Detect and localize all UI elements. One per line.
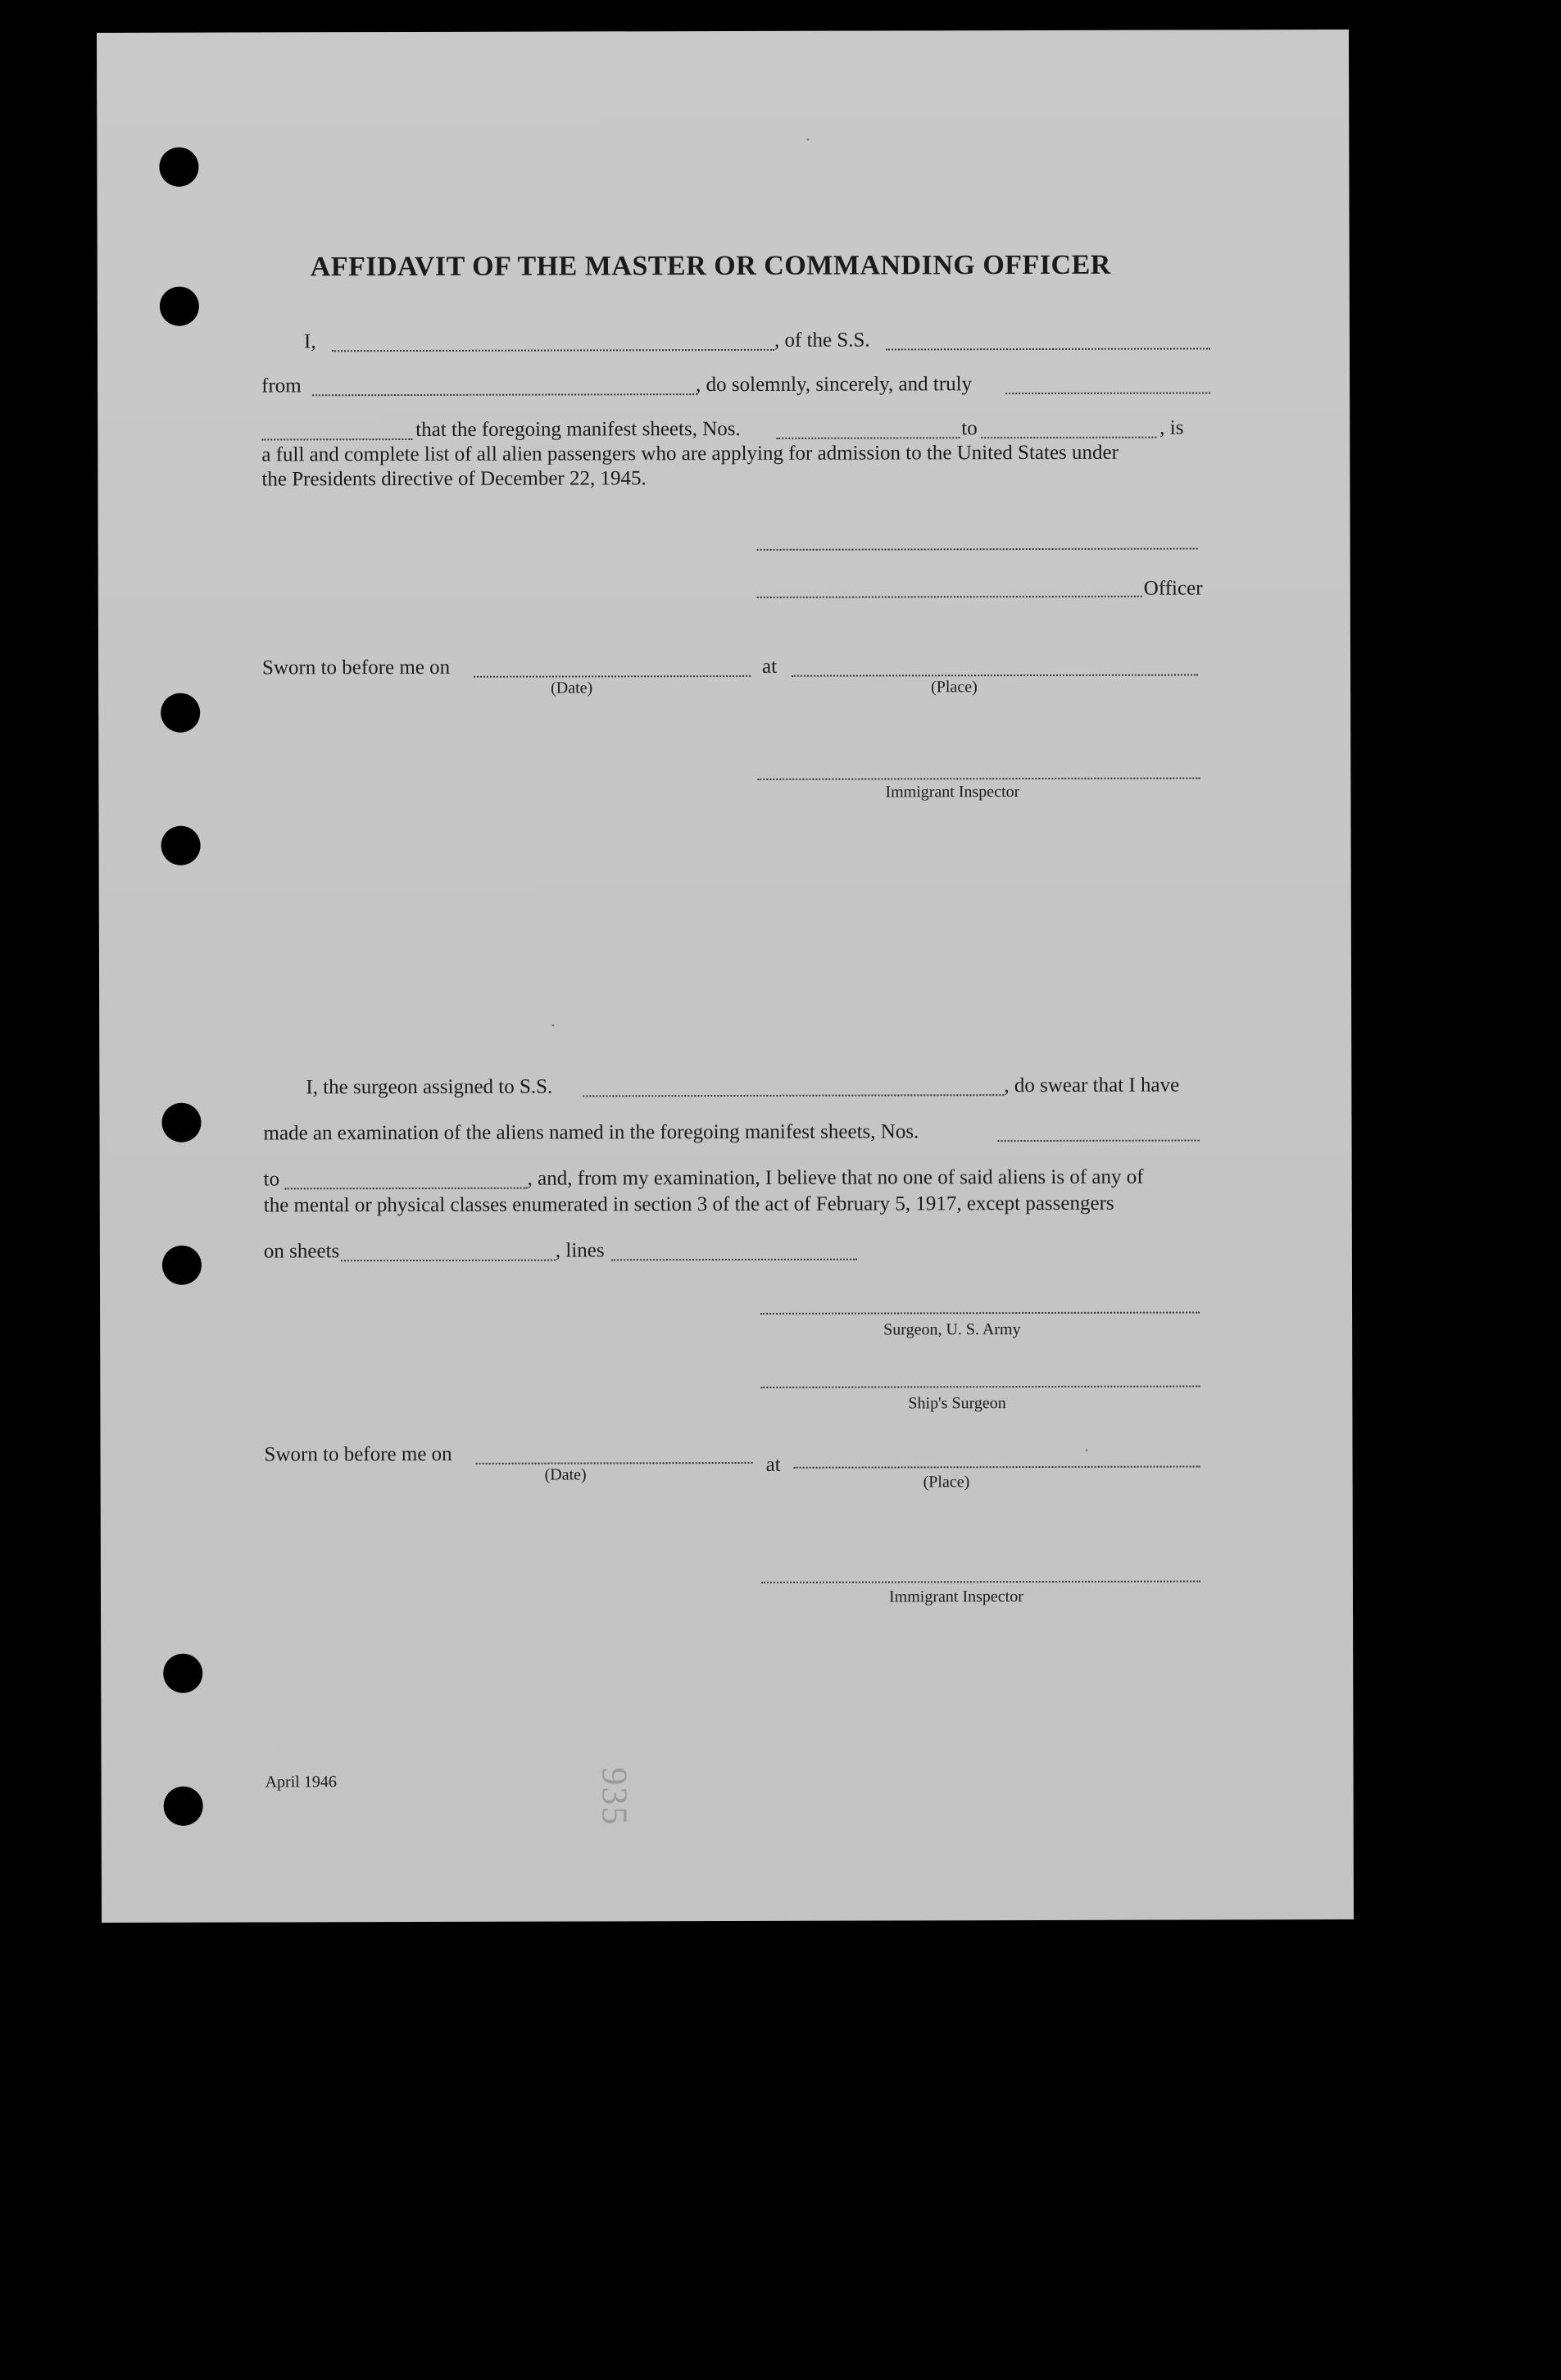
except-lines-field[interactable]: [611, 1259, 857, 1261]
is-label: , is: [1159, 416, 1184, 439]
manifest-sheets-label: that the foregoing manifest sheets, Nos.: [415, 417, 741, 441]
surgeon-ss-label: I, the surgeon assigned to S.S.: [306, 1075, 553, 1099]
sworn-label: Sworn to before me on: [261, 656, 451, 679]
speck: ·: [1083, 1439, 1090, 1460]
master-i-label: I,: [303, 330, 316, 353]
place-caption: (Place): [923, 1473, 970, 1492]
sheets-from-field[interactable]: [776, 437, 960, 439]
exam-statement: the mental or physical classes enumerated in section 3 of the act of February 5, 1917, except passengers: [263, 1192, 1114, 1217]
officer-signature-line[interactable]: [757, 596, 1142, 598]
inspector-label: Immigrant Inspector: [888, 1587, 1023, 1606]
surgeon-army-signature-line[interactable]: [760, 1311, 1200, 1314]
exam-statement: , and, from my examination, I believe that no one of said aliens is of any of: [527, 1165, 1144, 1190]
speck: ·: [805, 129, 811, 150]
ships-surgeon-signature-line[interactable]: [760, 1385, 1200, 1388]
punch-hole: [164, 1787, 203, 1826]
punch-hole: [160, 287, 199, 326]
exam-sheets-from-field[interactable]: [998, 1139, 1200, 1142]
master-statement-line: the Presidents directive of December 22, 1945.: [261, 467, 647, 491]
from-label: from: [261, 375, 302, 397]
master-of-ss-label: , of the S.S.: [774, 329, 870, 352]
on-sheets-label: on sheets: [263, 1240, 340, 1263]
master-name-field[interactable]: [332, 349, 774, 352]
punch-hole: [161, 826, 201, 865]
exam-sheets-to-field[interactable]: [285, 1188, 528, 1190]
officer-label: Officer: [1143, 577, 1203, 600]
date-caption: (Date): [551, 679, 593, 697]
from-port-field[interactable]: [312, 393, 697, 396]
examination-label: made an examination of the aliens named in the foregoing manifest sheets, Nos.: [263, 1120, 919, 1145]
ships-surgeon-label: Ship's Surgeon: [908, 1394, 1006, 1413]
swear-label: , do swear that I have: [1004, 1074, 1180, 1097]
sworn-label: Sworn to before me on: [264, 1442, 452, 1466]
surgeon-ship-field[interactable]: [583, 1094, 1004, 1097]
speck: ·: [550, 1015, 556, 1036]
punch-hole: [161, 693, 200, 733]
at-label: at: [765, 1453, 781, 1476]
sworn-date-field[interactable]: [476, 1462, 753, 1465]
oath-type-field[interactable]: [1005, 392, 1210, 394]
exam-to-label: to: [263, 1168, 280, 1191]
punch-hole: [162, 1246, 202, 1285]
sworn-place-field[interactable]: [792, 674, 1198, 676]
punch-hole: [159, 148, 198, 187]
sheets-to-field[interactable]: [981, 437, 1156, 439]
inspector-label: Immigrant Inspector: [885, 783, 1020, 802]
sworn-date-field[interactable]: [474, 675, 751, 678]
form-page: [97, 30, 1354, 1923]
master-statement-line: a full and complete list of all alien passengers who are applying for admission to the United States under: [261, 441, 1119, 466]
stamp-number: 935: [594, 1767, 635, 1827]
place-caption: (Place): [931, 678, 978, 697]
at-label: at: [761, 655, 778, 678]
punch-hole: [163, 1654, 202, 1693]
date-caption: (Date): [544, 1465, 587, 1484]
solemnly-label: , do solemnly, sincerely, and truly: [696, 373, 973, 397]
surgeon-army-label: Surgeon, U. S. Army: [883, 1320, 1021, 1339]
punch-hole: [161, 1103, 201, 1142]
form-title: AFFIDAVIT OF THE MASTER OR COMMANDING OFFICER: [310, 249, 1111, 283]
inspector-signature-line[interactable]: [757, 777, 1200, 779]
footer-date: April 1946: [265, 1773, 337, 1792]
sheets-to-label: to: [961, 417, 978, 440]
sworn-place-field[interactable]: [794, 1465, 1200, 1468]
except-sheets-field[interactable]: [341, 1260, 556, 1262]
signature-line[interactable]: [757, 547, 1198, 550]
inspector-signature-line[interactable]: [761, 1580, 1200, 1583]
lines-label: , lines: [555, 1239, 605, 1262]
ship-name-field[interactable]: [886, 347, 1210, 350]
oath-verb-field[interactable]: [261, 438, 412, 440]
